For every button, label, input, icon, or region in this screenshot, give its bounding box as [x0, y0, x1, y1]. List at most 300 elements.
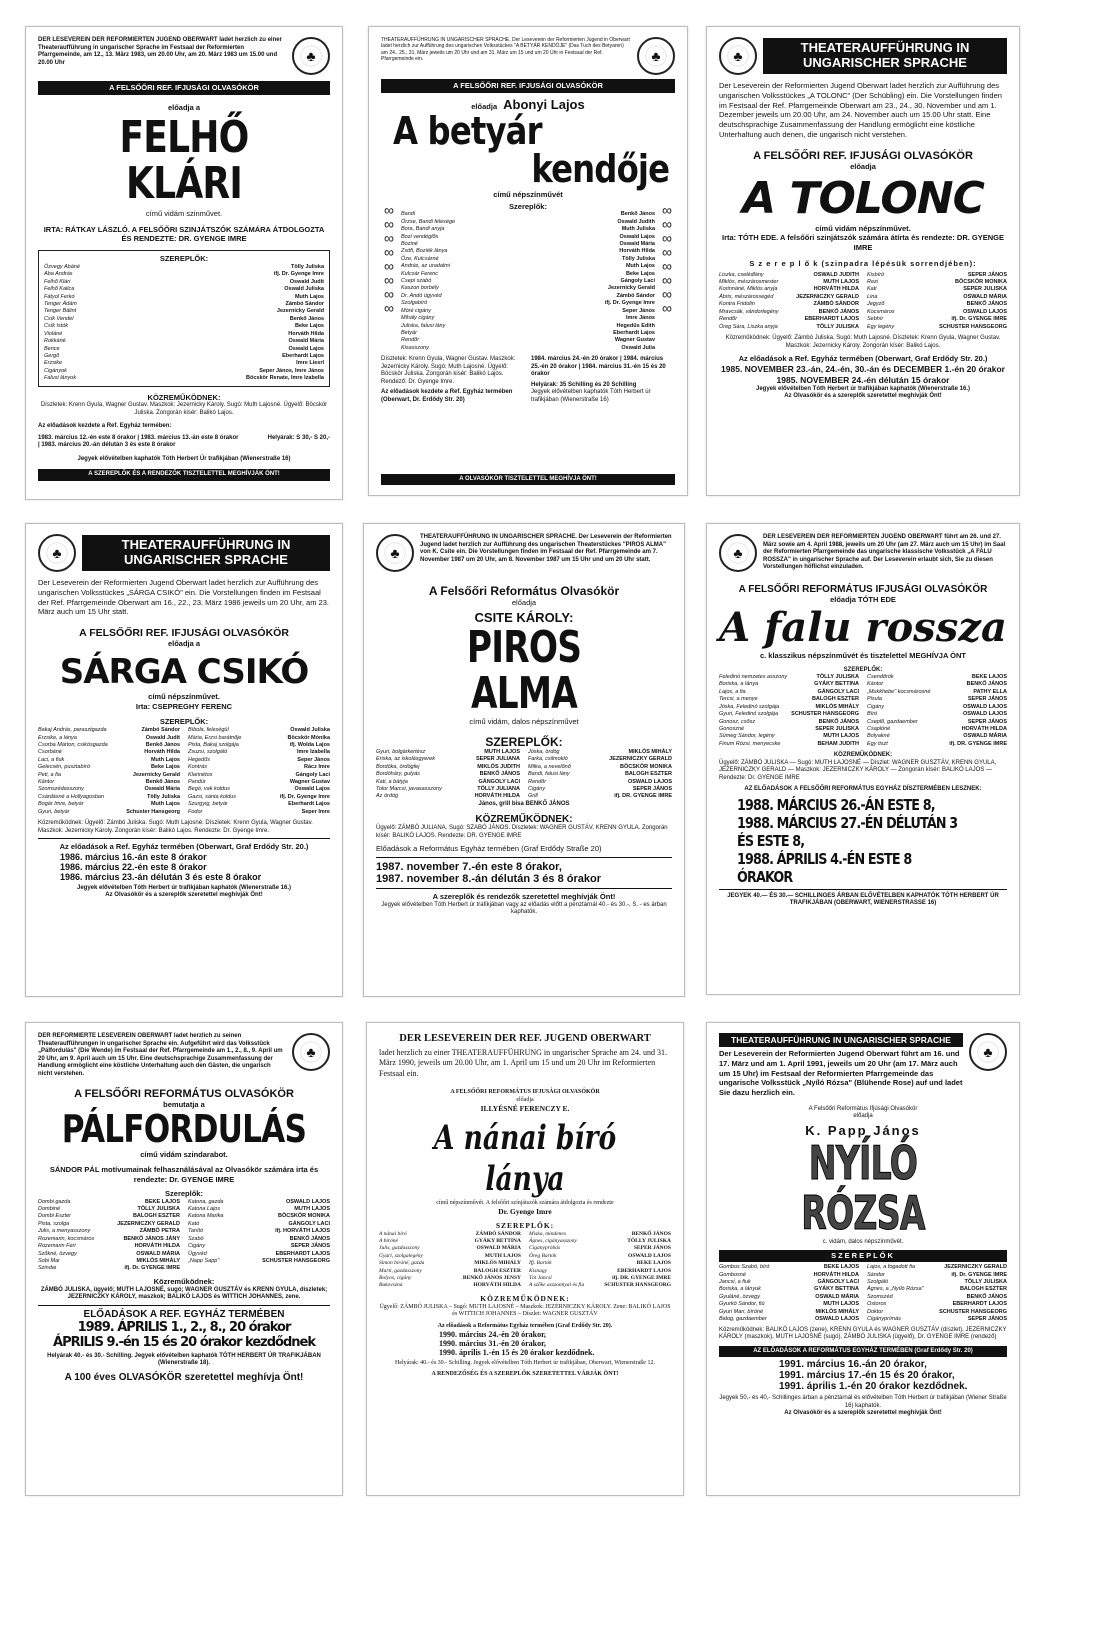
cast-actor: SCHUSTER HANSGEORG	[939, 323, 1007, 330]
cast-entry	[379, 1282, 521, 1289]
poster-intro: THEATERAUFFÜHRUNG IN UNGARISCHER SPRACHE. Der Leseverein der Reformierten Jugend in Oberwart ladet herzlich zur Aufführung des ungarischen Volksstückes "A BETYÁR KENDŐJE" (Das Tuch des Betyaren) am 24., 25., 31. März jeweils um 20 Uhr und am 31. März um 15 und um 20 Uhr in Festsaal der Ref. Pfarrgemeinde ein.	[381, 37, 630, 62]
cooperation-text: Közreműködnek: Ügyelő: Zámbó Juliska. Sugó: Muth Lajosné. Díszletek: Krenn Gyula, Wagner Gustav. Maszkok: Jezernicky Károly. Zongorán kísér: Balikó Lajos.	[725, 335, 1001, 349]
cast-entry	[188, 1258, 330, 1265]
cast-entry	[44, 331, 324, 338]
cast-actor: ZÁMBÓ SÁNDOR	[813, 301, 859, 308]
cast-column	[528, 749, 672, 801]
cast-actor: GYÁKY BETTINA	[814, 681, 859, 688]
cast-column	[38, 1199, 180, 1273]
cast-actor: HORVÁTH HILDA	[474, 793, 520, 800]
cast-actor: BENKŐ JÁNOS JENSY	[462, 1275, 521, 1282]
society-banner: A FELSŐŐRI REF. IFJUSÁGI OLVASÓKÖR	[381, 79, 675, 93]
poster-intro: Der Leseverein der Reformierten Jugend Oberwart ladet herzlich zur Aufführung des ungarischen Volksstückes „A TOLONC" (Der Schübling) ein. Die Vorstellungen finden im Festsaal der Ref. Pfarrgemeinde Oberwart am 23., 24., 30. November und am 1. Dezember jeweils um 20.00 Uhr, am 24. November auch um 15.00 Uhr statt. Eine deutschsprachige Zusammenfassung der Handlung ermöglicht eine köstliche Unterhaltung auch denen, die ungarisch nicht verstehen.	[719, 81, 1002, 139]
cast-role: Egy legény	[867, 323, 895, 330]
cast-actor: MIKLÓS MIHÁLY	[815, 1308, 859, 1315]
cast-role: Katona Marika	[188, 1213, 224, 1220]
society-name: A FELSŐŐRI REF. IFJUSÁGI OLVASÓKÖR	[753, 149, 973, 162]
cast-entry	[188, 779, 330, 786]
venue-text: Előadások a Református Egyház termében (Graf Erdődy Straße 20)	[376, 844, 602, 854]
play-title-line1: A betyár	[393, 108, 542, 153]
cast-actor: MIKLÓS MIHÁLY	[628, 748, 672, 755]
cast-role: Jóska, Feledinó szolgája	[719, 703, 780, 710]
cast-role: Szolgáló	[867, 1279, 889, 1286]
cast-actor: OSWALD LAJOS	[814, 1316, 859, 1323]
cast-entry	[38, 735, 180, 742]
cast-role: Simon bíróné, gazda	[379, 1260, 425, 1267]
presents-label: előadja TÓTH EDE	[830, 595, 896, 604]
cast-entry	[188, 801, 330, 808]
cast-actor: SEPER JÁNOS	[967, 696, 1007, 703]
cast-entry	[379, 1260, 521, 1267]
cast-actor: Seper János, Imre János	[259, 367, 324, 374]
cast-role: Gombos Szabó, bíró	[719, 1264, 770, 1271]
german-banner: THEATERAUFFÜHRUNG IN UNGARISCHER SPRACHE	[719, 1033, 963, 1047]
cast-entry	[528, 756, 672, 763]
poster-intro: Der Leseverein der Reformierten Jugend Oberwart ladet herzlich zur Aufführung des ungarischen Volksstückes „SÁRGA CSIKÓ" ein. Die Vorstellungen finden im Festsaal der Ref. Pfarrgemeinde Oberwart am 16., 22., 23. März 1986 jeweils um 20 Uhr, am 23. März auch um 15 Uhr statt.	[38, 578, 329, 617]
cast-actor: Seper János	[297, 756, 330, 763]
cast-actor: BENKŐ JÁNOS	[966, 301, 1007, 308]
cast-entry	[867, 301, 1007, 308]
cast-heading: SZEREPLŐK:	[159, 717, 209, 727]
cast-entry	[188, 809, 330, 816]
cast-role: Kisasszony	[401, 344, 429, 351]
cast-actor: BENKŐ JÁNOS	[818, 718, 859, 725]
play-title: FELHŐ KLÁRI	[119, 111, 249, 209]
play-subtitle: című vidám népszínművet.	[815, 223, 911, 233]
cast-entry	[38, 786, 180, 793]
cast-actor: TÖLLY JULIANA	[477, 785, 520, 792]
cast-actor: BENKŐ JÁNOS	[631, 1230, 671, 1237]
tickets-text: Jegyek elővételben kaphatók Tóth Herbert úr trafikjában (Wienerstraße 16)	[531, 389, 651, 403]
venue-banner: AZ ELŐADÁSOK A REFORMÁTUS EGYHÁZ TERMÉBEN (Graf Erdődy Str. 20)	[719, 1346, 1007, 1358]
cooperation-heading: KÖZREMŰKÖDNEK:	[147, 392, 221, 402]
cast-entry	[529, 1245, 671, 1252]
cast-columns	[719, 272, 1007, 331]
society-seal-icon: ♣	[637, 37, 675, 75]
cast-role: Tenger Bálint	[44, 308, 77, 315]
cast-entry	[401, 226, 655, 233]
cast-actor: OSWALD LAJOS	[962, 308, 1007, 315]
cast-columns	[38, 727, 330, 816]
cast-role: Bakaj András, parasztgazda	[38, 727, 107, 734]
cast-role: Cigányok	[44, 367, 67, 374]
cast-role: Kató	[188, 1220, 200, 1227]
cast-actor: OSWALD LAJOS	[285, 1198, 330, 1205]
footer-text: Az Olvasókör és a szereplők szeretettel meghívják Önt!	[784, 1410, 942, 1417]
date-line: 1991. április 1.-én 20 órakor kezdődnek.	[779, 1381, 968, 1393]
cast-actor: HORVÁTH HILDA	[813, 1271, 859, 1278]
cast-column	[867, 674, 1007, 748]
cast-role: Bolyos, cigány	[379, 1275, 412, 1282]
cast-entry	[44, 346, 324, 353]
cast-role: Csaplóné	[867, 725, 891, 732]
cast-entry	[719, 733, 859, 740]
cast-role: Jegyző	[867, 301, 885, 308]
cast-actor: MIKLÓS MIHÁLY	[474, 1260, 521, 1267]
cast-role: A szőke asszonnyal és fia	[529, 1282, 585, 1289]
cast-entry	[44, 286, 324, 293]
play-author: Abonyi Lajos	[503, 96, 585, 112]
society-name: A Felsőőri Református Ifjúsági Olvasókör	[808, 1105, 918, 1112]
cast-actor: Benkő János	[145, 741, 180, 748]
play-credit: IRTA: RÁTKAY LÁSZLÓ. A FELSŐŐRI SZINJÁTSZÓK SZÁMÁRA ÁTDOLGOZTA ÉS RENDEZTE: DR. GYENGE IMRE	[43, 224, 325, 244]
cast-list	[44, 264, 324, 383]
society-name: A Felsőőri Református Olvasókör	[428, 584, 620, 598]
poster-intro: Der Leseverein der Reformierten Jugend Oberwart führt am 16. und 17. März und am 1. April 1991, jeweils um 20 Uhr (am 17. März auch um 15 Uhr) im Festsaal der Reformierten Pfarrgemeinde das ungarische Volksstück „Nyíló Rózsa" (Blühende Rose) auf und ladet Sie dazu herzlich ein.	[719, 1049, 963, 1097]
cast-actor: Benkő János	[289, 315, 324, 322]
cast-entry	[719, 726, 859, 733]
cast-role: Kisbíró	[867, 271, 885, 278]
cast-entry	[188, 1213, 330, 1220]
cast-actor: Tölly Juliska	[290, 263, 324, 270]
cast-actor: Seper Imre	[301, 808, 330, 815]
cooperation-heading: KÖZREMŰKÖDNEK:	[475, 814, 573, 826]
cast-role: Kaszon borbély	[401, 285, 439, 292]
play-author: ILLYÉSNÉ FERENCZY E.	[480, 1104, 570, 1114]
cast-actor: TÖLLY JULISKA	[627, 1237, 671, 1244]
cast-actor: GÁNGOLY LACI	[817, 1279, 859, 1286]
cast-role: Pista, Bakaj szolgája	[188, 741, 239, 748]
cast-role: Feledinó nemzetes asszony	[719, 674, 788, 680]
cast-actor: BENKŐ JÁNOS	[966, 681, 1007, 688]
date-line: 1991. március 16.-án 20 órakor,	[779, 1359, 927, 1371]
cast-role: Csorbáné	[38, 749, 62, 756]
cast-entry	[188, 757, 330, 764]
cast-entry	[719, 1301, 859, 1308]
cast-role: Bíbola, feleségül	[188, 727, 229, 734]
cast-entry	[401, 300, 655, 307]
divider	[376, 857, 672, 858]
cast-actor: BENKŐ JÁNOS	[289, 1235, 330, 1242]
date-line-2: 1985. NOVEMBER 24.-én délután 15 órakor	[776, 374, 950, 385]
cast-entry	[719, 696, 859, 703]
cast-role: Cigány	[188, 1243, 206, 1250]
venue-text: Az előadások kezdete a Ref. Egyház termében (Oberwart, Dr. Erdődy Str. 20)	[381, 389, 513, 403]
cast-entry	[188, 1251, 330, 1258]
cast-role: Gyuri, bolgárkertész	[376, 748, 426, 755]
cast-entry	[719, 704, 859, 711]
cast-role: Pisula	[867, 696, 882, 703]
cast-role: Balog, gazdaember	[719, 1316, 767, 1323]
cast-entry	[376, 756, 520, 763]
cast-entry	[376, 749, 520, 756]
cast-column	[44, 264, 324, 383]
cast-role: Cigánypróbás	[529, 1245, 561, 1252]
cast-actor: GÁNGOLY LACI	[288, 1220, 330, 1227]
cast-role: Sümeg Sándor, legény	[719, 733, 775, 740]
cast-entry	[44, 294, 324, 301]
cast-entry	[38, 742, 180, 749]
cast-entry	[44, 353, 324, 360]
prices-text: Helyárak: 35 Schilling és 20 Schilling	[531, 381, 637, 388]
cast-role: Marti, gazdasszony	[379, 1267, 422, 1274]
cast-column	[719, 1264, 859, 1323]
cast-actor: BENKŐ JÁNOS	[818, 308, 859, 315]
cast-role: Lajos, a fia	[719, 688, 746, 695]
cast-entry	[38, 1251, 180, 1258]
poster-heading: DER LESEVEREIN DER REF. JUGEND OBERWART	[399, 1033, 651, 1044]
play-subtitle: c. klasszikus népszínművét és tisztelettel MEGHÍVJA ÖNT	[759, 650, 967, 660]
cast-entry	[719, 286, 859, 293]
ornament-icon: ∞∞∞∞∞∞∞∞	[381, 201, 397, 314]
presents-label: előadja	[853, 1113, 873, 1120]
cast-actor: Rácz Imre	[304, 764, 330, 771]
cast-entry	[719, 301, 859, 308]
cast-role: Gyuláné, özvegy	[719, 1293, 760, 1300]
cast-actor: Böcskör Mónika	[287, 734, 330, 741]
cast-actor: HORVÁTH HILDA	[473, 1282, 521, 1289]
cast-entry	[38, 1213, 180, 1220]
cast-role: Egy tiszt	[867, 740, 888, 747]
cast-actor: SEPER JÁNOS	[967, 1316, 1007, 1323]
play-title: SÁRGA CSIKÓ	[59, 651, 309, 692]
poster-felho-klari	[25, 26, 343, 500]
cast-entry	[529, 1268, 671, 1275]
cast-role: Finum Rózsi, menyecske	[719, 740, 781, 747]
poster-nanai-biro-lanya	[366, 1022, 684, 1496]
cast-actor: Zámbó Sándor	[616, 292, 655, 299]
cast-role: Szolgabíró	[401, 300, 428, 307]
cast-role: Betyár	[401, 330, 417, 336]
cast-entry	[867, 272, 1007, 279]
cast-actor: OSWALD MÁRIA	[476, 1245, 521, 1252]
cast-entry	[719, 309, 859, 316]
dates-list	[719, 1359, 1007, 1392]
cast-entry	[44, 301, 324, 308]
cast-entry	[528, 764, 672, 771]
footer-banner: A SZEREPLŐK ÉS A RENDEZŐK TISZTELETTEL MEGHÍVJÁK ÖNT!	[38, 469, 330, 481]
cast-entry	[719, 1316, 859, 1323]
cast-actor: OSWALD MÁRIA	[963, 733, 1007, 740]
cast-actor: Tölly Juliska	[621, 255, 655, 262]
play-author: K. Papp János	[805, 1122, 921, 1138]
cast-column	[867, 1264, 1007, 1323]
cast-entry	[719, 689, 859, 696]
venue-text: Az előadások a Ref. Egyház termében (Oberwart, Graf Erdődy Str. 20.)	[59, 842, 309, 852]
cast-heading: SZEREPLŐK:	[159, 254, 209, 264]
cast-role: Kati, a bátyja	[376, 778, 408, 785]
play-subtitle: című vidám szinművet.	[145, 208, 223, 218]
cast-actor: Wagner Gustav	[289, 779, 330, 786]
cast-role: Aba András	[44, 271, 73, 278]
cast-role: Gyuri, betyár	[38, 808, 70, 815]
cast-role: Begó, vak koldus	[188, 786, 230, 793]
cast-entry	[401, 263, 655, 270]
cast-entry	[528, 779, 672, 786]
cast-role: Peti, a fia	[38, 771, 61, 778]
cast-actor: ifj. Dr. Gyenge Imre	[279, 793, 330, 800]
cast-role: Kántor	[38, 779, 55, 786]
cast-entry	[867, 309, 1007, 316]
cast-role: Milka, a nevelőnő	[528, 763, 571, 770]
society-banner: A FELSŐŐRI REF. IFJUSÁGI OLVASÓKÖR	[38, 81, 330, 95]
cast-role: Jóska, ördög	[528, 748, 560, 755]
date-line: 1988. MÁRCIUS 26.-ÁN ESTE 8,	[737, 795, 935, 814]
cast-actor: BENKŐ JÁNOS	[966, 1293, 1007, 1300]
cast-role: Katona, gazda	[188, 1198, 224, 1205]
cast-actor: JEZERNICZKY GERALD	[796, 293, 859, 300]
cast-role: Boriska, a lánya	[719, 681, 759, 688]
society-seal-icon: ♣	[969, 1033, 1007, 1071]
poster-betyar-kendoje	[368, 26, 688, 496]
cast-role: Kocsmáros	[867, 308, 895, 315]
cast-entry	[401, 278, 655, 285]
cast-actor: ifj. Dr. Gyenge Imre	[604, 300, 655, 307]
cast-actor: OSWALD LAJOS	[627, 778, 672, 785]
date-line: 1987. november 7.-én este 8 órakor,	[376, 861, 562, 874]
cast-entry	[401, 211, 655, 218]
tickets-text: Jegyek elővételben Tóth Herbert úr trafikjában kaphatók (Wienerstraße 16.)	[76, 884, 291, 891]
cast-actor: OSWALD MÁRIA	[136, 1250, 180, 1257]
cast-role: Hegedűs	[188, 756, 211, 763]
cast-actor: OSWALD LAJOS	[962, 711, 1007, 718]
cast-entry	[188, 727, 330, 734]
cast-entry	[401, 345, 655, 352]
cast-role: Tenger Ádám	[44, 300, 77, 307]
cast-heading: SZEREPLŐK:	[495, 1220, 555, 1230]
tickets-text: JEGYEK 40.— ÉS 30.— SCHILLINGES ÁRBAN ELŐVÉTELBEN KAPHATÓK TÓTH HERBERT ÚR TRAFIKJÁBAN (OBERWART, WIENERSTRASSE 16)	[727, 892, 999, 907]
cast-entry	[376, 779, 520, 786]
cast-entry	[867, 1301, 1007, 1308]
divider	[38, 1305, 330, 1306]
cast-role: Tót Jancsi	[529, 1275, 552, 1282]
cast-actor: Imre Izabella	[296, 749, 330, 756]
cast-role: Ifj. Bartók	[529, 1260, 552, 1267]
cast-role: Öreg Sára, Liszka anyja	[719, 323, 778, 330]
cast-entry	[719, 741, 859, 748]
cast-actor: MUTH LAJOS	[484, 748, 520, 755]
cast-actor: ifj. DR. GYENGE IMRE	[614, 793, 672, 800]
cast-actor: BEKE LAJOS	[144, 1198, 180, 1205]
cast-actor: Tölly Juliska	[146, 793, 180, 800]
cast-entry	[401, 234, 655, 241]
cooperation-text: ZÁMBÓ JULISKA, ügyelő; MUTH LAJOSNÉ, sugó; WAGNER GUSZTÁV és KRENN GYULA, díszletek; JEZERNICZKY KÁROLY, maszkok; BALIKÓ LAJOS és WITTICH JOHANNES, zene.	[40, 1286, 328, 1301]
cast-role: Szurgyig, betyár	[188, 801, 228, 808]
cast-actor: Muth Lajos	[294, 293, 324, 300]
cast-role: Csík Vendel	[44, 315, 74, 322]
cast-role: Csárdásné a Hollyagosban	[38, 793, 105, 800]
cast-role: Bozinè	[401, 240, 418, 247]
society-name: A FELSŐŐRI REFORMÁTUS IFJUSÁGI OLVASÓKÖR	[450, 1089, 600, 1096]
cast-actor: Beke Lajos	[150, 764, 180, 771]
cast-entry	[188, 1199, 330, 1206]
cast-actor: Oswald Judith	[617, 218, 655, 225]
play-subtitle: című népszínművét. A felsőőri színjátszók számára átdolgozta és rendezte	[436, 1199, 614, 1206]
cast-entry	[38, 779, 180, 786]
cast-role: Az ördög	[376, 793, 399, 800]
cast-role: Gombosné	[719, 1271, 746, 1278]
cast-heading: SZEREPLŐK:	[485, 734, 563, 749]
cast-role: Felhő Kalica	[44, 286, 75, 293]
cast-role: Bora, Bandi anyja	[401, 226, 445, 233]
cast-actor: Horváth Hilda	[619, 248, 655, 255]
cast-entry	[38, 764, 180, 771]
cast-entry	[376, 793, 520, 800]
cast-actor: Gángoly Laci	[620, 278, 655, 285]
dates-list	[719, 796, 1007, 886]
cast-actor: MUTH LAJOS	[294, 1206, 330, 1213]
cast-list	[401, 211, 655, 352]
cast-role: Bence	[44, 345, 60, 352]
cast-actor: BALOGH ESZTER	[624, 771, 672, 778]
cast-actor: MIKLÓS JUDITH	[477, 763, 520, 770]
cast-heading: SZEREPLŐK	[719, 1250, 1007, 1262]
date-line: 1986. március 23.-án délután 3 és este 8 órakor	[60, 871, 262, 882]
cast-actor: Muth Lajos	[625, 263, 655, 270]
cast-role: Bozi vendéglős	[401, 233, 439, 240]
cast-role: A bíróné	[379, 1237, 398, 1244]
cast-entry	[38, 1243, 180, 1250]
cast-actor: BENKŐ JÁNOS JÁNY	[123, 1235, 180, 1242]
cast-columns	[379, 1231, 671, 1290]
cast-list	[719, 674, 1007, 748]
cast-role: Öze, Kulcsárné	[401, 255, 439, 262]
poster-nyilo-rozsa	[706, 1022, 1020, 1496]
cast-entry	[719, 316, 859, 323]
german-banner: THEATERAUFFÜHRUNG IN UNGARISCHER SPRACHE	[763, 38, 1007, 74]
cast-actor: Benkő János	[145, 779, 180, 786]
cast-actor: Benkő János	[620, 211, 655, 218]
cast-role: Felhő Klári	[44, 278, 71, 285]
cast-role: Bolyakné	[867, 733, 890, 740]
cast-entry	[38, 749, 180, 756]
footer-banner: A OLVASÓKÖR TISZTELETTEL MEGHÍVJA ÖNT!	[381, 474, 675, 486]
cast-actor: SCHUSTER HANSGEORG	[939, 1308, 1007, 1315]
poster-piros-alma	[363, 523, 685, 997]
cast-entry	[401, 308, 655, 315]
tickets-text: Jegyek 50,- és 40,- Schillinges árban a pénztárnál és elővételben Tóth Herbert úr trafikjában (Wiener Straße 16) kaphatók.	[719, 1395, 1007, 1409]
tickets-text: Jegyek elővételben Tóth Herbert úr trafikjában vagy az előadás előtt a pénztárnál 40.- és 30.-, S. - es árban kaphatók.	[381, 901, 667, 916]
cast-role: Kontra Fridolin	[719, 301, 755, 308]
cast-actor: OSWALD LAJOS	[962, 703, 1007, 710]
cooperation-heading: KÖZREMŰKÖDNEK:	[480, 1293, 570, 1303]
play-title: NYÍLÓ RÓZSA	[801, 1135, 925, 1241]
cast-role: Miklós, mészárosmester	[719, 279, 779, 286]
cast-actor: SEPER JULISKA	[963, 286, 1007, 293]
poster-a-tolonc	[706, 26, 1020, 496]
cooperation-text: Közreműködnek: BALIKÓ LAJOS (zene), KRENN GYULA és WAGNER GUSZTÁV (díszlet), JEZERNICZKY KÁROLY (maszkok), MUTH LAJOSNÉ (sugó), ZÁMBÓ JULISKA (ügyelő), Dr. GYENGE IMRE (rendező)	[719, 1326, 1007, 1341]
cast-entry	[867, 1316, 1007, 1323]
cast-actor: ZÁMBÓ PETRA	[139, 1228, 180, 1235]
date-line-2: ÁPRILIS 9.-én 15 és 20 órakor kezdődnek	[53, 1334, 315, 1350]
cast-box	[38, 250, 330, 387]
cast-actor: MIKLÓS MIHÁLY	[815, 703, 859, 710]
cast-role: Mihály cigány	[401, 315, 435, 322]
cast-actor: Zámbó Sándor	[141, 727, 180, 734]
cast-actor: Oswald Mária	[288, 338, 324, 345]
cast-actor: TÖLLY JULISKA	[816, 323, 859, 330]
cast-actor: Schuster Hansgeorg	[126, 808, 180, 815]
date-line: 1988. MÁRCIUS 27.-ÉN DÉLUTÁN 3 ÉS ESTE 8,	[737, 813, 958, 850]
cast-column	[38, 727, 180, 816]
cast-actor: TÖLLY JULISKA	[137, 1206, 180, 1213]
cast-role: Bíró	[867, 711, 878, 718]
cast-entry	[38, 1199, 180, 1206]
cast-entry	[38, 727, 180, 734]
cast-entry	[38, 1258, 180, 1265]
cast-role: Szőkné, özvegy	[38, 1250, 77, 1257]
cast-role: Kisnagy	[529, 1267, 548, 1274]
cast-role: Gonosz, csősz	[719, 718, 756, 725]
cast-entry	[719, 681, 859, 688]
cast-actor: GYÁKY BETTINA	[814, 1286, 859, 1293]
cast-list	[38, 727, 330, 816]
cast-role: Sándor	[867, 1271, 885, 1278]
cast-actor: Wagner Gustav	[614, 337, 655, 344]
cast-role: Dombi Eszter	[38, 1213, 72, 1220]
society-seal-icon: ♣	[292, 1033, 330, 1071]
cast-role: Gyuri, szolgalegény	[379, 1252, 423, 1259]
